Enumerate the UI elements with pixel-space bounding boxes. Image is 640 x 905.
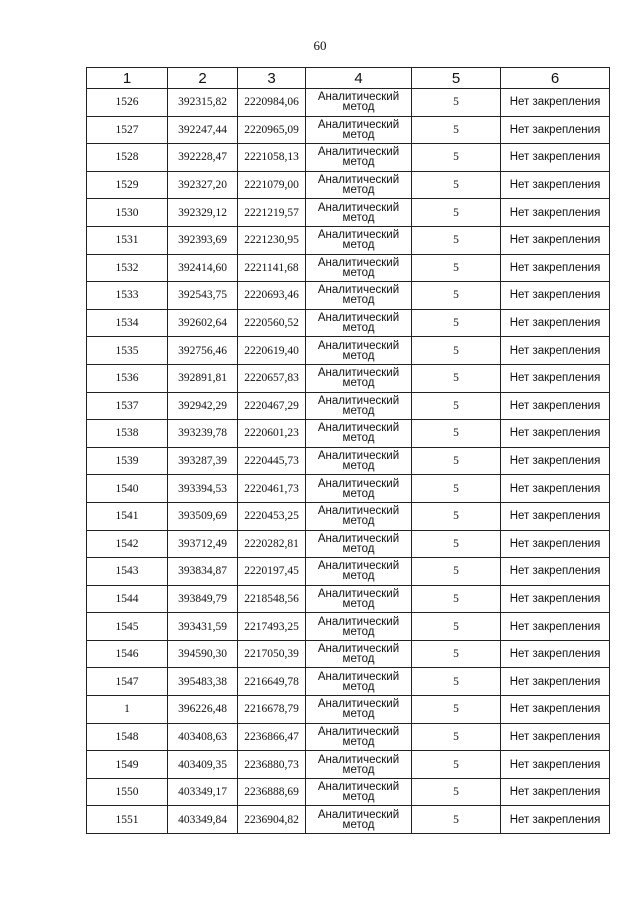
table-row xyxy=(87,640,610,668)
method-line1: Аналитический xyxy=(317,174,400,187)
accuracy-cell: 5 xyxy=(412,475,501,503)
method-line2: метод xyxy=(342,680,375,693)
point-id-cell: 1532 xyxy=(87,254,168,282)
accuracy-cell: 5 xyxy=(412,530,501,558)
method-cell xyxy=(306,613,412,641)
accuracy-cell: 5 xyxy=(412,558,501,586)
y-coordinate-cell: 2216649,78 xyxy=(238,668,306,696)
fixing-cell: Нет закрепления xyxy=(501,475,610,503)
point-id-cell: 1544 xyxy=(87,585,168,613)
method-cell xyxy=(306,309,412,337)
method-line1: Аналитический xyxy=(317,615,400,628)
method-line1: Аналитический xyxy=(317,587,400,600)
accuracy-cell: 5 xyxy=(412,254,501,282)
x-coordinate-cell: 396226,48 xyxy=(168,696,238,724)
table-row xyxy=(87,89,610,117)
table-row xyxy=(87,144,610,172)
method-cell xyxy=(306,640,412,668)
x-coordinate-cell: 403349,84 xyxy=(168,806,238,834)
method-line1: Аналитический xyxy=(317,477,400,490)
y-coordinate-cell: 2220619,40 xyxy=(238,337,306,365)
fixing-cell: Нет закрепления xyxy=(501,116,610,144)
y-coordinate-cell: 2236880,73 xyxy=(238,751,306,779)
y-coordinate-cell: 2220282,81 xyxy=(238,530,306,558)
table-row xyxy=(87,530,610,558)
method-line1: Аналитический xyxy=(317,146,400,159)
x-coordinate-cell: 393239,78 xyxy=(168,420,238,448)
y-coordinate-cell: 2220965,09 xyxy=(238,116,306,144)
fixing-cell: Нет закрепления xyxy=(501,254,610,282)
method-cell xyxy=(306,696,412,724)
method-cell xyxy=(306,116,412,144)
method-line2: метод xyxy=(342,515,375,528)
x-coordinate-cell: 392543,75 xyxy=(168,282,238,310)
method-line2: метод xyxy=(342,184,375,197)
x-coordinate-cell: 392393,69 xyxy=(168,226,238,254)
method-line1: Аналитический xyxy=(317,256,400,269)
method-cell xyxy=(306,558,412,586)
y-coordinate-cell: 2221141,68 xyxy=(238,254,306,282)
method-line2: метод xyxy=(342,377,375,390)
accuracy-cell: 5 xyxy=(412,696,501,724)
accuracy-cell: 5 xyxy=(412,364,501,392)
y-coordinate-cell: 2220467,29 xyxy=(238,392,306,420)
method-line2: метод xyxy=(342,239,375,252)
method-line1: Аналитический xyxy=(317,698,400,711)
y-coordinate-cell: 2236866,47 xyxy=(238,723,306,751)
x-coordinate-cell: 393431,59 xyxy=(168,613,238,641)
table-row xyxy=(87,254,610,282)
x-coordinate-cell: 392891,81 xyxy=(168,364,238,392)
accuracy-cell: 5 xyxy=(412,751,501,779)
accuracy-cell: 5 xyxy=(412,420,501,448)
y-coordinate-cell: 2218548,56 xyxy=(238,585,306,613)
method-line1: Аналитический xyxy=(317,229,400,242)
method-cell xyxy=(306,447,412,475)
method-line2: метод xyxy=(342,763,375,776)
fixing-cell: Нет закрепления xyxy=(501,420,610,448)
method-line2: метод xyxy=(342,625,375,638)
x-coordinate-cell: 403349,17 xyxy=(168,778,238,806)
accuracy-cell: 5 xyxy=(412,199,501,227)
accuracy-cell: 5 xyxy=(412,89,501,117)
method-line1: Аналитический xyxy=(317,201,400,214)
point-id-cell: 1537 xyxy=(87,392,168,420)
y-coordinate-cell: 2221230,95 xyxy=(238,226,306,254)
x-coordinate-cell: 393834,87 xyxy=(168,558,238,586)
method-line1: Аналитический xyxy=(317,367,400,380)
method-cell xyxy=(306,530,412,558)
method-line2: метод xyxy=(342,349,375,362)
accuracy-cell: 5 xyxy=(412,226,501,254)
point-id-cell: 1534 xyxy=(87,309,168,337)
method-line1: Аналитический xyxy=(317,118,400,131)
header-cell: 5 xyxy=(412,68,501,89)
table-row xyxy=(87,392,610,420)
y-coordinate-cell: 2220601,23 xyxy=(238,420,306,448)
method-line2: метод xyxy=(342,322,375,335)
x-coordinate-cell: 394590,30 xyxy=(168,640,238,668)
method-line2: метод xyxy=(342,597,375,610)
y-coordinate-cell: 2221079,00 xyxy=(238,171,306,199)
accuracy-cell: 5 xyxy=(412,309,501,337)
point-id-cell: 1546 xyxy=(87,640,168,668)
method-line1: Аналитический xyxy=(317,808,400,821)
method-line1: Аналитический xyxy=(317,560,400,573)
point-id-cell: 1550 xyxy=(87,778,168,806)
method-line2: метод xyxy=(342,156,375,169)
header-cell: 3 xyxy=(238,68,306,89)
method-cell xyxy=(306,502,412,530)
header-cell: 4 xyxy=(306,68,412,89)
table-row xyxy=(87,337,610,365)
fixing-cell: Нет закрепления xyxy=(501,585,610,613)
fixing-cell: Нет закрепления xyxy=(501,392,610,420)
header-row xyxy=(87,68,610,89)
x-coordinate-cell: 393712,49 xyxy=(168,530,238,558)
fixing-cell: Нет закрепления xyxy=(501,558,610,586)
x-coordinate-cell: 392942,29 xyxy=(168,392,238,420)
fixing-cell: Нет закрепления xyxy=(501,171,610,199)
table-row xyxy=(87,447,610,475)
header-cell: 2 xyxy=(168,68,238,89)
accuracy-cell: 5 xyxy=(412,613,501,641)
fixing-cell: Нет закрепления xyxy=(501,778,610,806)
x-coordinate-cell: 392756,46 xyxy=(168,337,238,365)
method-cell xyxy=(306,364,412,392)
table-row xyxy=(87,309,610,337)
accuracy-cell: 5 xyxy=(412,447,501,475)
x-coordinate-cell: 392315,82 xyxy=(168,89,238,117)
method-line2: метод xyxy=(342,404,375,417)
accuracy-cell: 5 xyxy=(412,116,501,144)
point-id-cell: 1542 xyxy=(87,530,168,558)
y-coordinate-cell: 2220445,73 xyxy=(238,447,306,475)
table-row xyxy=(87,171,610,199)
method-cell xyxy=(306,475,412,503)
method-cell xyxy=(306,723,412,751)
fixing-cell: Нет закрепления xyxy=(501,806,610,834)
point-id-cell: 1533 xyxy=(87,282,168,310)
y-coordinate-cell: 2220461,73 xyxy=(238,475,306,503)
method-cell xyxy=(306,226,412,254)
table-row xyxy=(87,778,610,806)
accuracy-cell: 5 xyxy=(412,392,501,420)
point-id-cell: 1539 xyxy=(87,447,168,475)
y-coordinate-cell: 2217493,25 xyxy=(238,613,306,641)
fixing-cell: Нет закрепления xyxy=(501,282,610,310)
method-line1: Аналитический xyxy=(317,91,400,104)
x-coordinate-cell: 392602,64 xyxy=(168,309,238,337)
method-line1: Аналитический xyxy=(317,505,400,518)
method-line2: метод xyxy=(342,294,375,307)
method-cell xyxy=(306,89,412,117)
method-line2: метод xyxy=(342,653,375,666)
x-coordinate-cell: 393394,53 xyxy=(168,475,238,503)
fixing-cell: Нет закрепления xyxy=(501,640,610,668)
table-row xyxy=(87,282,610,310)
table-row xyxy=(87,696,610,724)
method-cell xyxy=(306,420,412,448)
table-row xyxy=(87,116,610,144)
method-line2: метод xyxy=(342,570,375,583)
point-id-cell: 1526 xyxy=(87,89,168,117)
method-line1: Аналитический xyxy=(317,450,400,463)
x-coordinate-cell: 403409,35 xyxy=(168,751,238,779)
method-line2: метод xyxy=(342,460,375,473)
table-row xyxy=(87,226,610,254)
method-line1: Аналитический xyxy=(317,394,400,407)
accuracy-cell: 5 xyxy=(412,144,501,172)
y-coordinate-cell: 2220984,06 xyxy=(238,89,306,117)
accuracy-cell: 5 xyxy=(412,171,501,199)
accuracy-cell: 5 xyxy=(412,640,501,668)
method-line2: метод xyxy=(342,791,375,804)
table-row xyxy=(87,751,610,779)
point-id-cell: 1538 xyxy=(87,420,168,448)
method-line1: Аналитический xyxy=(317,339,400,352)
point-id-cell: 1540 xyxy=(87,475,168,503)
method-line2: метод xyxy=(342,101,375,114)
point-id-cell: 1541 xyxy=(87,502,168,530)
method-line1: Аналитический xyxy=(317,532,400,545)
header-cell: 6 xyxy=(501,68,610,89)
fixing-cell: Нет закрепления xyxy=(501,696,610,724)
table-row xyxy=(87,558,610,586)
method-cell xyxy=(306,144,412,172)
accuracy-cell: 5 xyxy=(412,337,501,365)
table-row xyxy=(87,364,610,392)
point-id-cell: 1535 xyxy=(87,337,168,365)
method-line2: метод xyxy=(342,542,375,555)
x-coordinate-cell: 393849,79 xyxy=(168,585,238,613)
method-line2: метод xyxy=(342,735,375,748)
coordinates-table xyxy=(86,67,610,834)
method-line2: метод xyxy=(342,128,375,141)
header-cell: 1 xyxy=(87,68,168,89)
point-id-cell: 1529 xyxy=(87,171,168,199)
accuracy-cell: 5 xyxy=(412,502,501,530)
accuracy-cell: 5 xyxy=(412,778,501,806)
method-cell xyxy=(306,585,412,613)
x-coordinate-cell: 392329,12 xyxy=(168,199,238,227)
method-cell xyxy=(306,751,412,779)
fixing-cell: Нет закрепления xyxy=(501,309,610,337)
y-coordinate-cell: 2217050,39 xyxy=(238,640,306,668)
method-line2: метод xyxy=(342,211,375,224)
x-coordinate-cell: 392414,60 xyxy=(168,254,238,282)
method-line1: Аналитический xyxy=(317,643,400,656)
point-id-cell: 1543 xyxy=(87,558,168,586)
table-row xyxy=(87,613,610,641)
fixing-cell: Нет закрепления xyxy=(501,144,610,172)
method-line1: Аналитический xyxy=(317,781,400,794)
method-cell xyxy=(306,337,412,365)
table-row xyxy=(87,585,610,613)
fixing-cell: Нет закрепления xyxy=(501,364,610,392)
method-cell xyxy=(306,199,412,227)
table-row xyxy=(87,502,610,530)
method-line1: Аналитический xyxy=(317,284,400,297)
table-row xyxy=(87,420,610,448)
x-coordinate-cell: 395483,38 xyxy=(168,668,238,696)
method-cell xyxy=(306,392,412,420)
method-cell xyxy=(306,282,412,310)
point-id-cell: 1528 xyxy=(87,144,168,172)
table-row xyxy=(87,723,610,751)
method-line1: Аналитический xyxy=(317,753,400,766)
point-id-cell: 1 xyxy=(87,696,168,724)
table-row xyxy=(87,475,610,503)
fixing-cell: Нет закрепления xyxy=(501,199,610,227)
x-coordinate-cell: 403408,63 xyxy=(168,723,238,751)
table-row xyxy=(87,668,610,696)
point-id-cell: 1548 xyxy=(87,723,168,751)
x-coordinate-cell: 392327,20 xyxy=(168,171,238,199)
page-number: 60 xyxy=(313,38,327,53)
table-row xyxy=(87,199,610,227)
point-id-cell: 1527 xyxy=(87,116,168,144)
y-coordinate-cell: 2220657,83 xyxy=(238,364,306,392)
fixing-cell: Нет закрепления xyxy=(501,668,610,696)
method-line2: метод xyxy=(342,818,375,831)
point-id-cell: 1545 xyxy=(87,613,168,641)
accuracy-cell: 5 xyxy=(412,668,501,696)
fixing-cell: Нет закрепления xyxy=(501,530,610,558)
y-coordinate-cell: 2220453,25 xyxy=(238,502,306,530)
y-coordinate-cell: 2216678,79 xyxy=(238,696,306,724)
point-id-cell: 1530 xyxy=(87,199,168,227)
method-cell xyxy=(306,254,412,282)
method-cell xyxy=(306,806,412,834)
accuracy-cell: 5 xyxy=(412,282,501,310)
y-coordinate-cell: 2236888,69 xyxy=(238,778,306,806)
y-coordinate-cell: 2236904,82 xyxy=(238,806,306,834)
fixing-cell: Нет закрепления xyxy=(501,337,610,365)
method-line1: Аналитический xyxy=(317,725,400,738)
fixing-cell: Нет закрепления xyxy=(501,751,610,779)
method-line2: метод xyxy=(342,487,375,500)
x-coordinate-cell: 393287,39 xyxy=(168,447,238,475)
fixing-cell: Нет закрепления xyxy=(501,226,610,254)
accuracy-cell: 5 xyxy=(412,806,501,834)
x-coordinate-cell: 393509,69 xyxy=(168,502,238,530)
fixing-cell: Нет закрепления xyxy=(501,613,610,641)
fixing-cell: Нет закрепления xyxy=(501,723,610,751)
y-coordinate-cell: 2221219,57 xyxy=(238,199,306,227)
method-line1: Аналитический xyxy=(317,312,400,325)
table-row xyxy=(87,806,610,834)
method-line2: метод xyxy=(342,266,375,279)
point-id-cell: 1531 xyxy=(87,226,168,254)
method-cell xyxy=(306,668,412,696)
x-coordinate-cell: 392228,47 xyxy=(168,144,238,172)
x-coordinate-cell: 392247,44 xyxy=(168,116,238,144)
fixing-cell: Нет закрепления xyxy=(501,447,610,475)
method-line2: метод xyxy=(342,432,375,445)
method-cell xyxy=(306,171,412,199)
point-id-cell: 1551 xyxy=(87,806,168,834)
y-coordinate-cell: 2220560,52 xyxy=(238,309,306,337)
fixing-cell: Нет закрепления xyxy=(501,89,610,117)
point-id-cell: 1547 xyxy=(87,668,168,696)
point-id-cell: 1549 xyxy=(87,751,168,779)
method-cell xyxy=(306,778,412,806)
method-line1: Аналитический xyxy=(317,422,400,435)
accuracy-cell: 5 xyxy=(412,723,501,751)
fixing-cell: Нет закрепления xyxy=(501,502,610,530)
method-line2: метод xyxy=(342,708,375,721)
point-id-cell: 1536 xyxy=(87,364,168,392)
accuracy-cell: 5 xyxy=(412,585,501,613)
y-coordinate-cell: 2220197,45 xyxy=(238,558,306,586)
y-coordinate-cell: 2221058,13 xyxy=(238,144,306,172)
y-coordinate-cell: 2220693,46 xyxy=(238,282,306,310)
method-line1: Аналитический xyxy=(317,670,400,683)
